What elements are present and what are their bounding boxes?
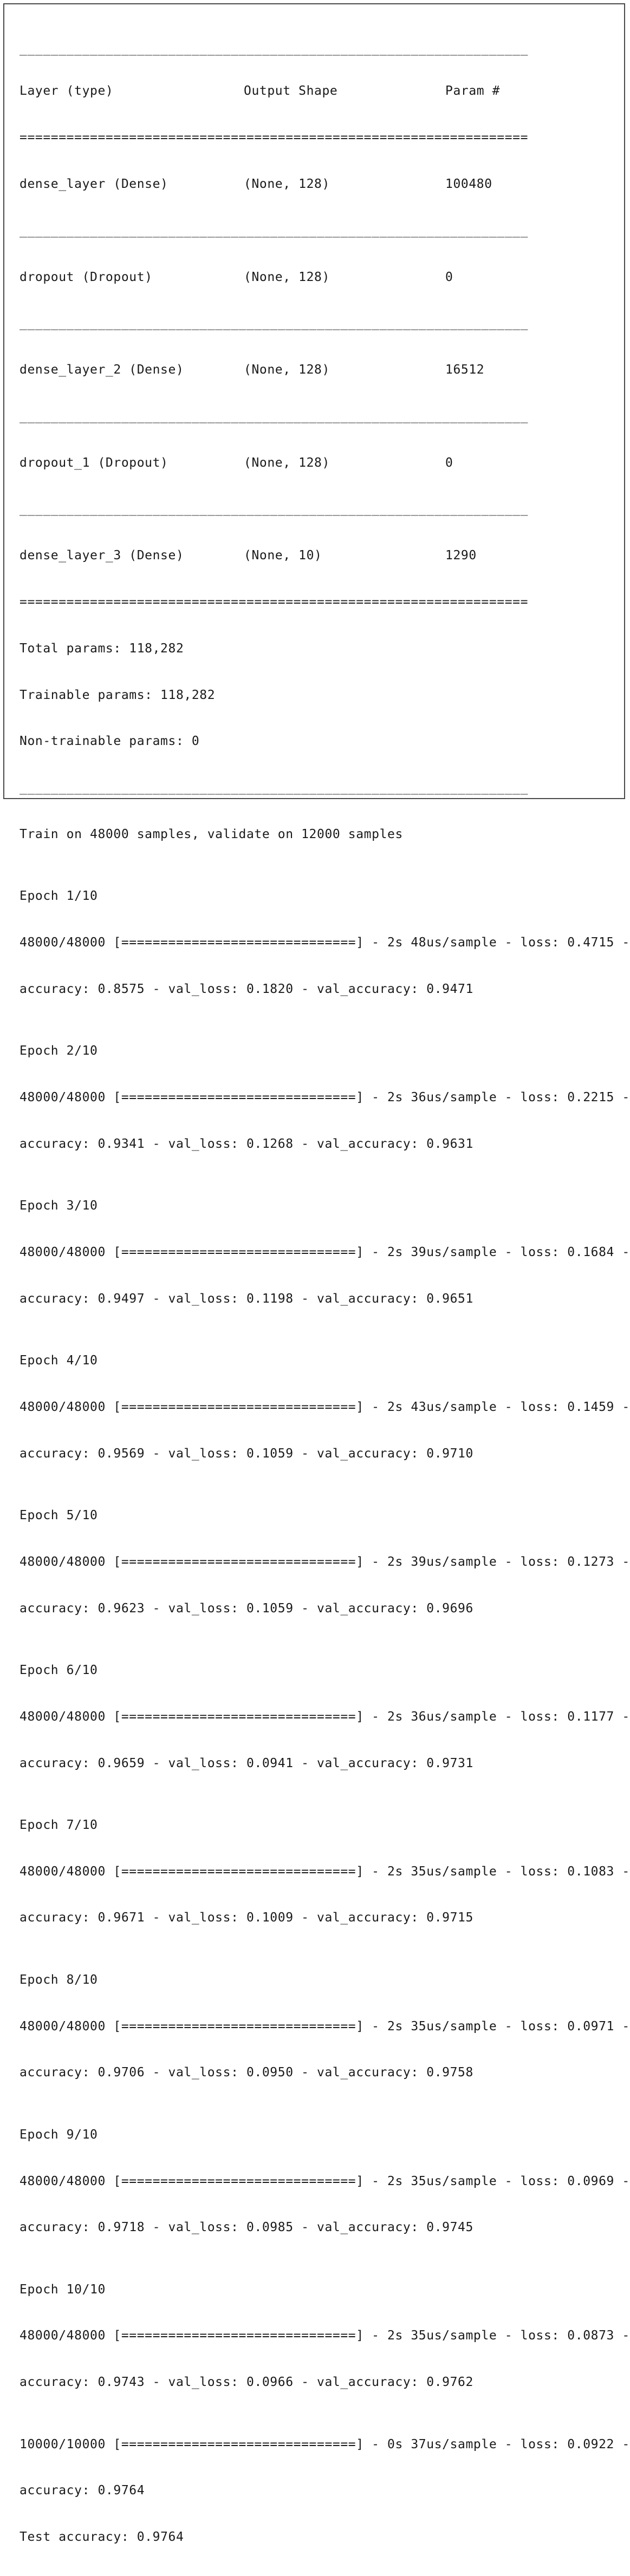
layer-name: dropout (Dropout) xyxy=(20,270,153,284)
epoch-label: Epoch 5/10 xyxy=(20,1508,98,1522)
terminal-output xyxy=(20,14,630,2576)
rule-equals: ================================================================= xyxy=(20,594,529,609)
rule-dash: _________________________________________________________________ xyxy=(20,316,529,331)
rule-dash: _________________________________________________________________ xyxy=(20,42,529,56)
epoch-metrics: accuracy: 0.9623 - val_loss: 0.1059 - val_accuracy: 0.9696 xyxy=(20,1601,473,1616)
epoch-progress: 48000/48000 [==============================] - 2s 43us/sample - loss: 0.1459 - xyxy=(20,1400,630,1414)
epoch-progress: 48000/48000 [==============================] - 2s 36us/sample - loss: 0.1177 - xyxy=(20,1709,630,1724)
epoch-metrics: accuracy: 0.8575 - val_loss: 0.1820 - val_accuracy: 0.9471 xyxy=(20,982,473,996)
trainable-params: Trainable params: 118,282 xyxy=(20,688,216,702)
layer-params: 0 xyxy=(445,270,453,284)
layer-row xyxy=(20,176,630,192)
epoch-metrics: accuracy: 0.9671 - val_loss: 0.1009 - val_accuracy: 0.9715 xyxy=(20,1911,473,1925)
epoch-progress: 48000/48000 [==============================] - 2s 48us/sample - loss: 0.4715 - xyxy=(20,936,630,950)
epoch-label: Epoch 10/10 xyxy=(20,2282,106,2297)
layer-row xyxy=(20,270,630,285)
test-accuracy: Test accuracy: 0.9764 xyxy=(20,2530,184,2545)
epoch-label: Epoch 4/10 xyxy=(20,1354,98,1368)
layer-row xyxy=(20,548,630,564)
layer-row xyxy=(20,362,630,378)
epoch-label: Epoch 6/10 xyxy=(20,1663,98,1677)
layer-name: dropout_1 (Dropout) xyxy=(20,455,168,470)
layer-shape: (None, 128) xyxy=(244,176,330,191)
layer-params: 16512 xyxy=(445,363,485,377)
header-output-shape: Output Shape xyxy=(244,84,338,99)
test-metrics: accuracy: 0.9764 xyxy=(20,2483,145,2498)
epoch-progress: 48000/48000 [==============================] - 2s 36us/sample - loss: 0.2215 - xyxy=(20,1090,630,1104)
rule-dash: _________________________________________________________________ xyxy=(20,409,529,423)
epoch-progress: 48000/48000 [==============================] - 2s 35us/sample - loss: 0.0971 - xyxy=(20,2019,630,2034)
terminal-window xyxy=(3,3,630,2545)
header-layer-type: Layer (type) xyxy=(20,84,114,99)
epoch-progress: 48000/48000 [==============================] - 2s 39us/sample - loss: 0.1684 - xyxy=(20,1245,630,1259)
rule-dash: _________________________________________________________________ xyxy=(20,781,529,795)
epoch-label: Epoch 9/10 xyxy=(20,2127,98,2142)
epoch-metrics: accuracy: 0.9569 - val_loss: 0.1059 - val_accuracy: 0.9710 xyxy=(20,1446,473,1461)
rule-dash: _________________________________________________________________ xyxy=(20,223,529,238)
epoch-label: Epoch 8/10 xyxy=(20,1972,98,1987)
epoch-metrics: accuracy: 0.9341 - val_loss: 0.1268 - val_accuracy: 0.9631 xyxy=(20,1136,473,1151)
epoch-metrics: accuracy: 0.9718 - val_loss: 0.0985 - val_accuracy: 0.9745 xyxy=(20,2220,473,2235)
layer-shape: (None, 128) xyxy=(244,455,330,470)
epoch-label: Epoch 2/10 xyxy=(20,1044,98,1058)
layer-params: 0 xyxy=(445,455,453,470)
epoch-label: Epoch 3/10 xyxy=(20,1199,98,1213)
layer-name: dense_layer_3 (Dense) xyxy=(20,548,184,563)
epoch-label: Epoch 7/10 xyxy=(20,1817,98,1832)
epoch-metrics: accuracy: 0.9659 - val_loss: 0.0941 - val_accuracy: 0.9731 xyxy=(20,1756,473,1770)
layer-params: 1290 xyxy=(445,548,477,563)
test-progress: 10000/10000 [==============================] - 0s 37us/sample - loss: 0.0922 - xyxy=(20,2437,630,2451)
layer-shape: (None, 128) xyxy=(244,363,330,377)
layer-row xyxy=(20,455,630,471)
layer-shape: (None, 128) xyxy=(244,270,330,284)
layer-name: dense_layer (Dense) xyxy=(20,176,168,191)
total-params: Total params: 118,282 xyxy=(20,641,184,656)
epoch-metrics: accuracy: 0.9743 - val_loss: 0.0966 - val_accuracy: 0.9762 xyxy=(20,2375,473,2390)
summary-header-row xyxy=(20,83,630,99)
train-intro: Train on 48000 samples, validate on 12000 samples xyxy=(20,827,403,841)
epoch-label: Epoch 1/10 xyxy=(20,889,98,904)
epoch-metrics: accuracy: 0.9497 - val_loss: 0.1198 - val_accuracy: 0.9651 xyxy=(20,1291,473,1306)
header-param-count: Param # xyxy=(445,84,501,99)
rule-dash: _________________________________________________________________ xyxy=(20,502,529,516)
epoch-progress: 48000/48000 [==============================] - 2s 35us/sample - loss: 0.0969 - xyxy=(20,2174,630,2188)
rule-equals: ================================================================= xyxy=(20,130,529,145)
epoch-progress: 48000/48000 [==============================] - 2s 39us/sample - loss: 0.1273 - xyxy=(20,1554,630,1569)
non-trainable-params: Non-trainable params: 0 xyxy=(20,734,200,749)
epoch-progress: 48000/48000 [==============================] - 2s 35us/sample - loss: 0.0873 - xyxy=(20,2329,630,2343)
layer-shape: (None, 10) xyxy=(244,548,322,563)
epoch-progress: 48000/48000 [==============================] - 2s 35us/sample - loss: 0.1083 - xyxy=(20,1864,630,1879)
layer-params: 100480 xyxy=(445,176,492,191)
layer-name: dense_layer_2 (Dense) xyxy=(20,363,184,377)
epoch-metrics: accuracy: 0.9706 - val_loss: 0.0950 - val_accuracy: 0.9758 xyxy=(20,2065,473,2080)
